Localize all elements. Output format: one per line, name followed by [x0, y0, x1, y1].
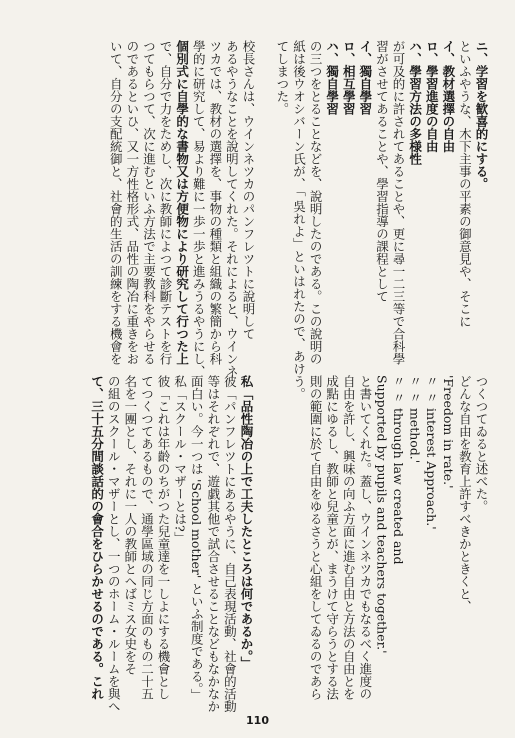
- text-line: 則の範圍に於て自由をゆるさうと心組をしてゐるのであら: [308, 375, 324, 700]
- upper-text-block-left: [28, 40, 256, 378]
- text-line: 彼「これは年齡のちがつた兒童達を一しよにする機會とし: [156, 375, 172, 700]
- text-line: てつくつてあるもので、通學區域の同じ方面のもの二十五: [139, 375, 155, 700]
- text-line: の組のスクール・マザーとし、一つのホーム・ルームを與へ: [106, 375, 122, 713]
- text-line: 習がさせてあることや、學習指導の課程として: [374, 40, 390, 303]
- text-line: ロ、學習進度の自由: [424, 40, 440, 153]
- text-line: 彼「パンフレツトにあるやうに、自己表現活動、社會的活動: [222, 375, 238, 713]
- text-line: いて、自分の支配統御と、社會的生活の訓練をする機會を: [108, 40, 124, 365]
- text-line: のであるといひ、又一方性格形式、品性の陶冶に重きをお: [124, 40, 140, 365]
- text-line: 'Freedom in rate.': [440, 375, 456, 489]
- text-line: といふやうな、木下主事の平素の御意見や、そこに: [457, 40, 473, 328]
- text-line: 名を一團とし、それに一人の教師とへばミス女史をそ: [122, 375, 138, 675]
- text-line: 面白い。今一つは 'School mother' といふ制度である。」: [189, 375, 205, 702]
- text-line: う。: [291, 375, 307, 400]
- text-line: イ、獨自學習: [357, 40, 373, 115]
- text-line: ハ、學習方法の多様性: [407, 40, 423, 165]
- text-line: Supported by pupils and teachers together.': [374, 375, 390, 654]
- text-line: 私「品性陶冶の上で工夫したところは何であるか。」: [239, 375, 254, 669]
- text-line: つくつてゐると述べた。: [474, 375, 489, 513]
- text-line: 個別式に自學的な書物又は方便物により研究して行つた上: [174, 40, 190, 365]
- text-line: 私「スクール・マザーとは?」: [172, 375, 188, 545]
- text-line: が可及的に許されてあることや、更に尋一二三等で合科學: [391, 40, 407, 365]
- text-line: どんな自由を教育上許すべきかときくと、: [457, 375, 473, 613]
- text-line: イ、教材選擇の自由: [440, 40, 456, 153]
- text-line: 自由を許し、興味の向ふ方面に進む自由と方法の自由とを: [341, 375, 357, 700]
- text-line: 〃 〃 interest Approach.': [424, 375, 440, 530]
- text-line: の三つをとることなどを、說明したのである。この說明の: [308, 40, 324, 365]
- text-line: ハ、獨自學習: [324, 40, 340, 115]
- text-line: 〃 〃 through law created and: [391, 375, 407, 565]
- text-line: つてもらつて、次に進むといふ方法で主要教科をやらせる: [141, 40, 157, 365]
- lower-text-block-right: [262, 375, 489, 700]
- text-line: あるやうなことを說明してくれた。それによると、ウインネ: [224, 40, 240, 378]
- text-line: と書いてくれた。蓋し、ウインネツカでもなるべく進度の: [357, 375, 373, 700]
- text-line: ロ、相互學習: [341, 40, 357, 115]
- lower-text-block-left: [52, 375, 254, 713]
- text-line: ツカでは、教材の選擇を、事物の種類と組織の繁簡から科: [207, 40, 223, 365]
- text-line: 〃 〃 method.': [407, 375, 423, 464]
- text-line: ニ、学習を歓喜的にする。: [474, 40, 489, 190]
- upper-text-block-right: [262, 40, 489, 376]
- text-line: 等はそれぞれで、遊戯其他で試合させることなどもなかなか: [205, 375, 221, 713]
- text-line: 紙は後ウオシバーン氏が、「 吳れよ」といはれたので、あけ: [291, 40, 307, 376]
- text-line: 學的に研究して、易より難に一歩一歩と進みうるやうにし、: [191, 40, 207, 378]
- page-number: 110: [246, 714, 269, 727]
- text-line: てしまつた。: [274, 40, 290, 115]
- text-line: 成點にゆるし、教師と兒童とが、まうけて守らうとする法: [324, 375, 340, 700]
- text-line: で、自分で力をためし、次に教師によつて診斷テストを行: [158, 40, 174, 365]
- text-line: て、三十五分間談話的の會合をひらかせるのである。これ: [89, 375, 105, 700]
- text-line: 校長さんは、ウインネツカのパンフレツトに說明して: [241, 40, 256, 340]
